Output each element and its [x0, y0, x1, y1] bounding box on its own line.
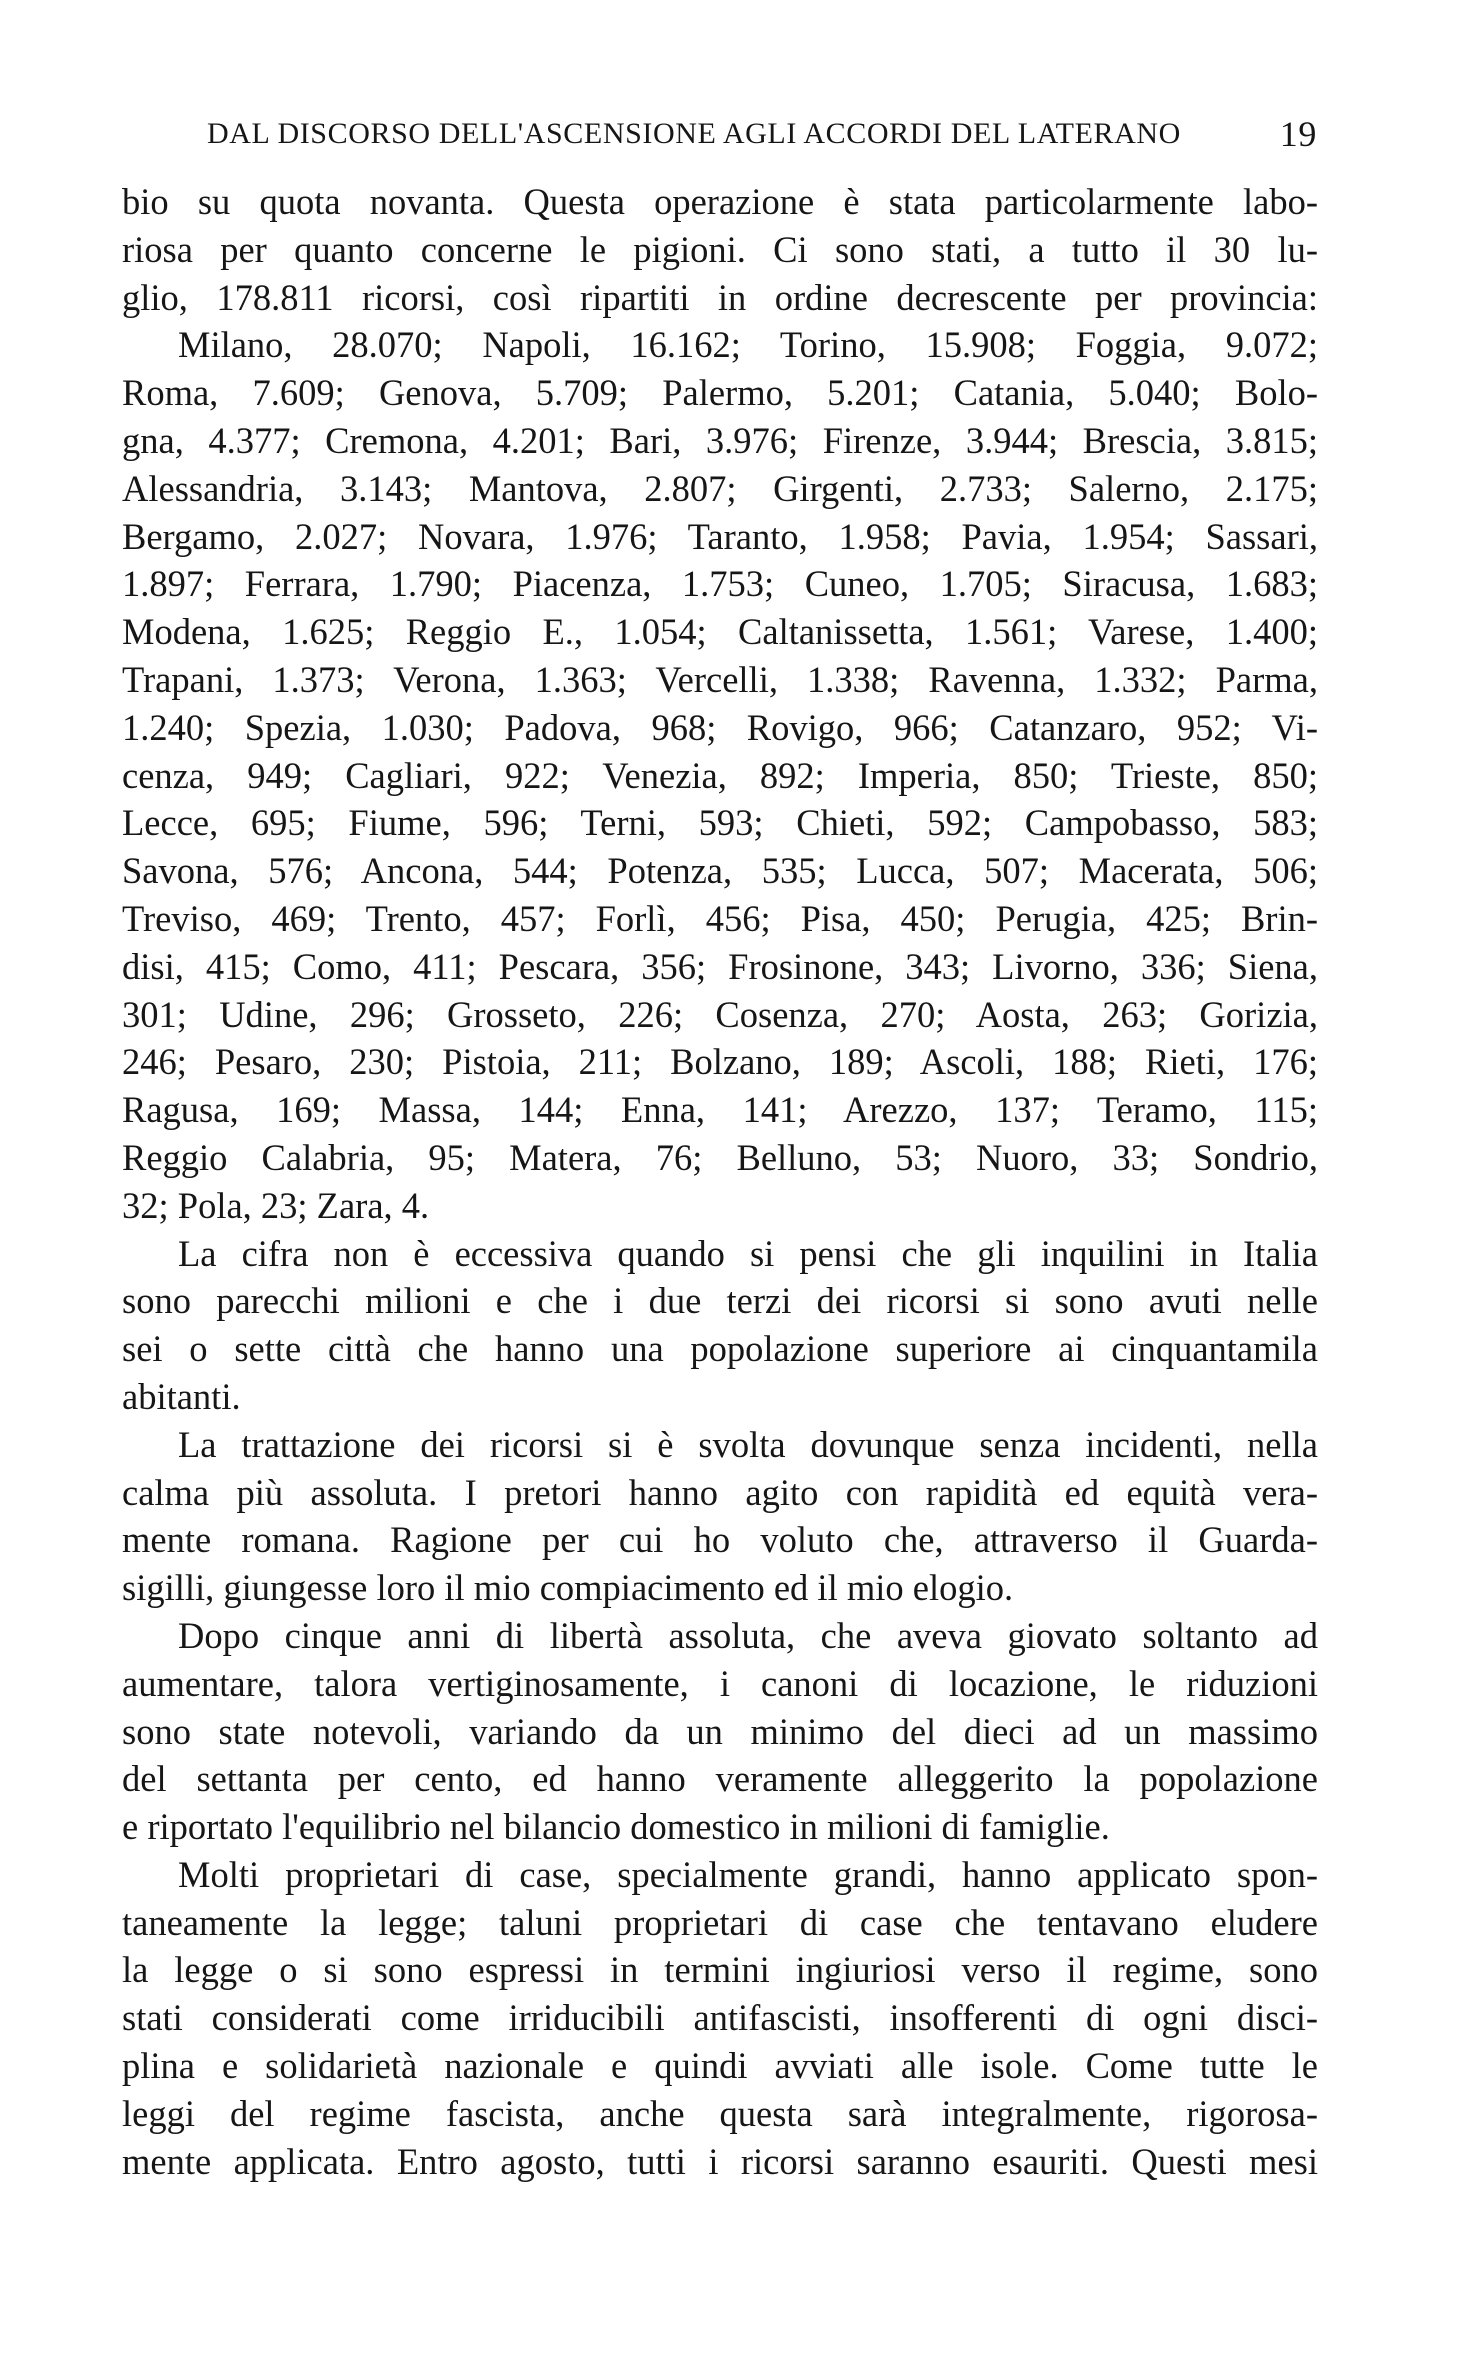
text-line: mente romana. Ragione per cui ho voluto che, attraverso il Guarda- [122, 1519, 1318, 1561]
text-line: calma più assoluta. I pretori hanno agito con rapidità ed equità vera- [122, 1471, 1318, 1513]
text-line: bio su quota novanta. Questa operazione è stata particolarmente labo- [122, 181, 1318, 222]
text-line: Ragusa, 169; Massa, 144; Enna, 141; Arezzo, 137; Teramo, 115; [122, 1089, 1318, 1131]
text-line: sono parecchi milioni e che i due terzi dei ricorsi si sono avuti nelle [122, 1280, 1318, 1322]
text-line: Savona, 576; Ancona, 544; Potenza, 535; Lucca, 507; Macerata, 506; [122, 850, 1318, 892]
text-line: e riportato l'equilibrio nel bilancio domestico in milioni di famiglie. [122, 1806, 1110, 1848]
body-text [122, 178, 1318, 2185]
text-line: aumentare, talora vertiginosamente, i canoni di locazione, le riduzioni [122, 1662, 1318, 1704]
page-number: 19 [1279, 114, 1317, 154]
text-line: Alessandria, 3.143; Mantova, 2.807; Girgenti, 2.733; Salerno, 2.175; [122, 467, 1318, 509]
text-line: mente applicata. Entro agosto, tutti i ricorsi saranno esauriti. Questi mesi [122, 2140, 1318, 2182]
text-line: Treviso, 469; Trento, 457; Forlì, 456; Pisa, 450; Perugia, 425; Brin- [122, 897, 1318, 939]
text-line: Molti proprietari di case, specialmente grandi, hanno applicato spon- [178, 1853, 1318, 1895]
text-line: 301; Udine, 296; Grosseto, 226; Cosenza, 270; Aosta, 263; Gorizia, [122, 993, 1318, 1035]
text-line: Lecce, 695; Fiume, 596; Terni, 593; Chieti, 592; Campobasso, 583; [122, 802, 1318, 844]
text-line: Modena, 1.625; Reggio E., 1.054; Caltanissetta, 1.561; Varese, 1.400; [122, 611, 1318, 653]
text-line: taneamente la legge; taluni proprietari di case che tentavano eludere [122, 1901, 1318, 1943]
text-line: 1.240; Spezia, 1.030; Padova, 968; Rovigo, 966; Catanzaro, 952; Vi- [122, 706, 1318, 748]
text-line: sei o sette città che hanno una popolazione superiore ai cinquantamila [122, 1328, 1318, 1370]
text-line: La trattazione dei ricorsi si è svolta dovunque senza incidenti, nella [178, 1423, 1318, 1465]
text-line: Roma, 7.609; Genova, 5.709; Palermo, 5.201; Catania, 5.040; Bolo- [122, 372, 1318, 414]
text-line: Dopo cinque anni di libertà assoluta, che aveva giovato soltanto ad [178, 1614, 1318, 1656]
text-line: gna, 4.377; Cremona, 4.201; Bari, 3.976; Firenze, 3.944; Brescia, 3.815; [122, 419, 1318, 461]
text-line: abitanti. [122, 1375, 241, 1417]
text-line: stati considerati come irriducibili antifascisti, insofferenti di ogni disci- [122, 1997, 1318, 2039]
text-line: cenza, 949; Cagliari, 922; Venezia, 892; Imperia, 850; Trieste, 850; [122, 754, 1318, 796]
text-line: Bergamo, 2.027; Novara, 1.976; Taranto, 1.958; Pavia, 1.954; Sassari, [122, 515, 1318, 557]
text-line: riosa per quanto concerne le pigioni. Ci sono stati, a tutto il 30 lu- [122, 228, 1318, 270]
running-header-title: DAL DISCORSO DELL'ASCENSIONE AGLI ACCORDI DEL LATERANO [207, 117, 1181, 150]
text-line: del settanta per cento, ed hanno veramente alleggerito la popolazione [122, 1758, 1318, 1800]
text-line: la legge o si sono espressi in termini ingiuriosi verso il regime, sono [122, 1949, 1318, 1991]
text-line: disi, 415; Como, 411; Pescara, 356; Frosinone, 343; Livorno, 336; Siena, [122, 945, 1318, 987]
text-line: La cifra non è eccessiva quando si pensi che gli inquilini in Italia [178, 1232, 1318, 1274]
text-line: Milano, 28.070; Napoli, 16.162; Torino, 15.908; Foggia, 9.072; [178, 324, 1318, 366]
text-line: 246; Pesaro, 230; Pistoia, 211; Bolzano, 189; Ascoli, 188; Rieti, 176; [122, 1041, 1318, 1083]
text-line: 1.897; Ferrara, 1.790; Piacenza, 1.753; Cuneo, 1.705; Siracusa, 1.683; [122, 563, 1318, 605]
text-line: Trapani, 1.373; Verona, 1.363; Vercelli, 1.338; Ravenna, 1.332; Parma, [122, 658, 1318, 700]
text-line: Reggio Calabria, 95; Matera, 76; Belluno, 53; Nuoro, 33; Sondrio, [122, 1136, 1318, 1178]
text-line: sono state notevoli, variando da un minimo del dieci ad un massimo [122, 1710, 1318, 1752]
text-line: 32; Pola, 23; Zara, 4. [122, 1184, 430, 1226]
text-line: plina e solidarietà nazionale e quindi avviati alle isole. Come tutte le [122, 2045, 1318, 2087]
text-line: leggi del regime fascista, anche questa sarà integralmente, rigorosa- [122, 2092, 1318, 2134]
text-line: glio, 178.811 ricorsi, così ripartiti in ordine decrescente per provincia: [122, 276, 1318, 318]
text-line: sigilli, giungesse loro il mio compiacimento ed il mio elogio. [122, 1567, 1014, 1609]
running-header [207, 113, 1317, 163]
